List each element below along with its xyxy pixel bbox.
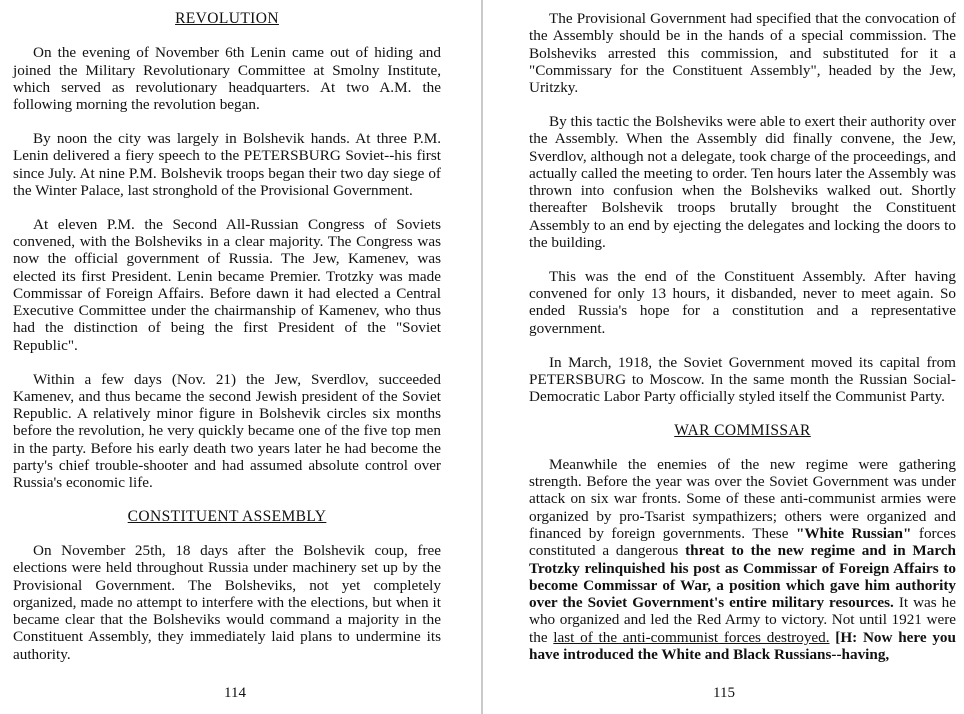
paragraph: Within a few days (Nov. 21) the Jew, Sverdlov, succeeded Kamenev, and thus became the second Jewish president of the Soviet Republic. A relatively minor figure in Bolshevik circles six months before the revolution, he very quickly became one of the five top men in the party. Before his early death two years later he had become the party's chief trouble-shooter and had assumed absolute control over Russia's economic life. [13,370,441,492]
left-page [0,0,480,714]
heading-constituent-assembly: CONSTITUENT ASSEMBLY [127,508,327,526]
paragraph: On November 25th, 18 days after the Bolshevik coup, free elections were held throughout Russia under machinery set up by the Provisional Government. The Bolsheviks, not yet completely organized, made no attempt to interfere with the elections, but when it became clear that the Bolsheviks would command a majority in the Constituent Assembly, they immediately laid plans to undermine its authority. [13,541,441,663]
paragraph: This was the end of the Constituent Assembly. After having convened for only 13 hours, it disbanded, never to meet again. So ended Russia's hope for a constitution and a representative government. [529,267,956,337]
paragraph [529,456,956,664]
left-page-text [13,10,441,680]
text-run: Meanwhile the enemies of the new regime were gathering strength. Before the year was over the Soviet Government was under attack on six war fronts. Some of these anti-communist armies were organized by pro-Tsarist sympathizers; others were organized and financed by foreign governments. These [529,455,956,542]
paragraph: At eleven P.M. the Second All-Russian Congress of Soviets convened, with the Bolsheviks in a clear majority. The Congress was now the official government of Russia. The Jew, Kamenev, was elected its first President. Lenin became Premier. Trotzky was made Commissar of Foreign Affairs. Before dawn it had elected a Central Executive Committee under the chairmanship of Kamenev, who thus had the distinction of being the first President of the "Soviet Republic". [13,215,441,354]
paragraph: The Provisional Government had specified that the convocation of the Assembly should be in the hands of a special commission. The Bolsheviks arrested this commission, and substituted for it a "Commissary for the Constituent Assembly", headed by the Jew, Uritzky. [529,10,956,97]
page-number: 115 [713,685,735,701]
page-number: 114 [224,685,246,701]
text-run: It was he who organized and led the Red Army to victory. Not until 1921 were the [529,594,957,646]
heading-revolution: REVOLUTION [175,10,279,27]
paragraph: In March, 1918, the Soviet Government moved its capital from PETERSBURG to Moscow. In the same month the Russian Social-Democratic Labor Party officially styled itself the Communist Party. [529,353,956,406]
bold-text: "White Russian" [795,524,912,542]
paragraph: By this tactic the Bolsheviks were able to exert their authority over the Assembly. When the Assembly did finally convene, the Jew, Sverdlov, although not a delegate, took charge of the proceedings, and actually called the meeting to order. Ten hours later the Assembly was thrown into confusion when the Bolsheviks walked out. Shortly thereafter Bolshevik troops brutally brought the Constituent Assembly to an end by ejecting the delegates and locking the doors to the building. [529,112,956,252]
right-page-text [529,10,956,680]
right-page [484,0,964,714]
bold-text: [H: Now here you have introduced the White and Black Russians--having, [529,628,956,663]
paragraph: On the evening of November 6th Lenin came out of hiding and joined the Military Revolutionary Committee at Smolny Institute, which served as revolutionary headquarters. At two A.M. the following morning the revolution began. [13,44,441,114]
text-run: forces constituted a dangerous [529,524,956,560]
book-gutter [481,0,483,714]
bold-text: threat to the new regime and in March Trotzky relinquished his post as Commissar of Foreign Affairs to become Commissar of War, a position which gave him authority over the Soviet Government's entire military resources. [529,542,956,612]
underlined-text: last of the anti-communist forces destroyed. [553,628,830,646]
paragraph: By noon the city was largely in Bolshevik hands. At three P.M. Lenin delivered a fiery speech to the PETERSBURG Soviet--his first since July. At nine P.M. Bolshevik troops began their two day siege of the Winter Palace, last stronghold of the Provisional Government. [13,129,441,199]
heading-war-commissar: WAR COMMISSAR [674,421,811,439]
